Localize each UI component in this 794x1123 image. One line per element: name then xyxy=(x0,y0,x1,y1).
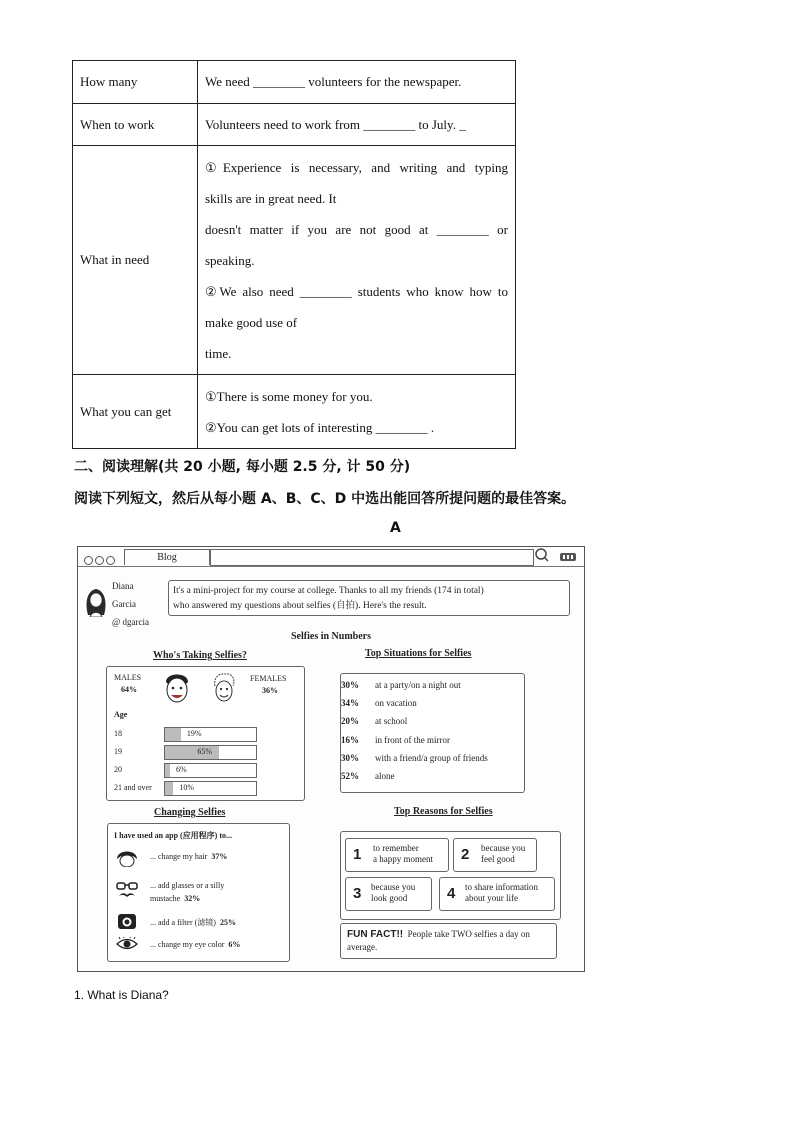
reason-card xyxy=(345,877,432,911)
reason-number: 4 xyxy=(447,885,456,902)
app-lead: I have used an app (应用程序) to... xyxy=(114,831,233,840)
changing-title: Changing Selfies xyxy=(154,807,226,818)
males-label: MALES xyxy=(114,673,142,682)
situation-pct: 30% xyxy=(341,680,359,690)
change-pct: 6% xyxy=(228,940,241,949)
table-row xyxy=(73,104,516,146)
situation-pct: 34% xyxy=(341,698,359,709)
blog-tab[interactable]: Blog xyxy=(124,549,210,565)
age-bar-fill xyxy=(165,728,181,741)
row-value xyxy=(198,104,516,146)
intro-box xyxy=(168,580,570,616)
row-line: ②We also need ________ students who know how to xyxy=(205,283,508,299)
search-icon[interactable] xyxy=(534,547,550,563)
intro-line: It's a mini-project for my course at college. Thanks to all my friends (174 in total) xyxy=(173,586,484,596)
answer-table xyxy=(72,60,516,449)
table-row xyxy=(73,61,516,104)
intro-line: who answered my questions about selfies (自拍). Here's the result. xyxy=(173,601,427,611)
row-line: doesn't matter if you are not good at ________ or xyxy=(205,221,508,237)
age-bar-fill xyxy=(165,764,170,777)
situation-row xyxy=(341,680,524,690)
fun-fact-text: People take TWO selfies a day on xyxy=(407,929,530,939)
females-label: FEMALES xyxy=(250,674,287,683)
situation-text: at a party/on a night out xyxy=(375,680,461,690)
reasons-title: Top Reasons for Selfies xyxy=(394,806,493,817)
passage-label: A xyxy=(390,520,401,536)
change-text: ... add glasses or a silly xyxy=(150,881,225,890)
blog-infographic xyxy=(77,546,585,972)
section-heading: 二、阅读理解(共 20 小题, 每小题 2.5 分, 计 50 分) xyxy=(74,459,411,475)
question-1: 1. What is Diana? xyxy=(74,988,169,1002)
author-last-name: Garcia xyxy=(112,599,136,609)
fun-fact-box xyxy=(340,923,557,959)
change-item xyxy=(150,879,224,905)
situation-pct: 30% xyxy=(341,752,359,763)
row-line: ②You can get lots of interesting ________ . xyxy=(205,419,435,435)
situations-box xyxy=(340,673,525,793)
who-title: Who's Taking Selfies? xyxy=(153,650,247,661)
age-bar-fill xyxy=(165,782,173,795)
address-bar[interactable] xyxy=(210,549,534,566)
males-pct: 64% xyxy=(121,685,137,694)
reason-text: about your life xyxy=(465,893,518,903)
eye-icon xyxy=(116,937,138,951)
reason-number: 3 xyxy=(353,885,362,902)
row-line: time. xyxy=(205,345,232,361)
age-label-2: 20 xyxy=(114,765,122,774)
row-line: ①There is some money for you. xyxy=(205,388,373,404)
fun-fact-label: FUN FACT!! xyxy=(347,929,404,940)
fun-fact-text: average. xyxy=(347,942,378,952)
reason-text: a happy moment xyxy=(373,854,433,864)
age-label-1: 19 xyxy=(114,747,122,756)
row-value xyxy=(198,146,516,375)
table-row xyxy=(73,146,516,375)
reason-card xyxy=(453,838,537,872)
reason-card xyxy=(345,838,449,872)
row-line: ①Experience is necessary, and writing and typing xyxy=(205,159,508,175)
window-controls xyxy=(84,552,115,570)
row-value xyxy=(198,61,516,104)
row-line: We need ________ volunteers for the newspaper. xyxy=(205,74,462,89)
row-key: How many xyxy=(73,61,198,104)
situation-row xyxy=(341,716,524,726)
row-line: skills are in great need. It xyxy=(205,190,337,206)
change-pct: 25% xyxy=(219,918,236,927)
situation-text: at school xyxy=(375,716,408,727)
row-key: When to work xyxy=(73,104,198,146)
situation-text: in front of the mirror xyxy=(375,734,450,745)
reason-number: 2 xyxy=(461,846,470,863)
change-text: ... add a filter (滤镜) xyxy=(150,918,216,927)
females-pct: 36% xyxy=(262,686,278,695)
situation-text: on vacation xyxy=(375,698,417,709)
window-dot-icon xyxy=(106,556,115,565)
age-bar xyxy=(164,781,257,796)
infographic-title: Selfies in Numbers xyxy=(291,631,371,642)
age-bar xyxy=(164,763,257,778)
table-row xyxy=(73,375,516,449)
situation-pct: 52% xyxy=(341,771,359,781)
author-avatar xyxy=(83,585,109,617)
divider xyxy=(78,566,584,567)
instruction: 阅读下列短文，然后从每小题 A、B、C、D 中选出能回答所提问题的最佳答案。 xyxy=(74,491,576,507)
change-text: mustache xyxy=(150,894,181,903)
age-label-0: 18 xyxy=(114,729,122,738)
situation-text: with a friend/a group of friends xyxy=(375,752,488,763)
glasses-mustache-icon xyxy=(116,881,138,899)
change-text: ... change my hair xyxy=(150,852,208,861)
reason-text: look good xyxy=(371,893,408,903)
change-pct: 32% xyxy=(184,894,201,903)
situation-row xyxy=(341,735,524,745)
reasons-box xyxy=(340,831,561,920)
author-first-name: Diana xyxy=(112,581,134,591)
row-line: speaking. xyxy=(205,252,255,268)
camera-filter-icon xyxy=(117,912,137,930)
age-bar-label: 10% xyxy=(179,783,195,792)
situation-pct: 20% xyxy=(341,716,359,727)
reason-text: to share information xyxy=(465,882,538,892)
window-dot-icon xyxy=(84,556,93,565)
menu-grid-icon[interactable] xyxy=(560,552,576,562)
situation-pct: 16% xyxy=(341,734,359,745)
situation-row xyxy=(341,771,524,781)
changing-box xyxy=(107,823,290,962)
reason-card xyxy=(439,877,555,911)
row-line: make good use of xyxy=(205,314,298,330)
row-line: Volunteers need to work from ________ to July. _ xyxy=(205,116,466,132)
hair-icon xyxy=(116,847,138,867)
row-key: What you can get xyxy=(73,375,198,449)
who-box xyxy=(106,666,305,801)
age-bar xyxy=(164,745,257,760)
reason-text: to remember xyxy=(373,843,419,853)
age-label: Age xyxy=(114,710,128,719)
change-item xyxy=(150,917,236,928)
change-pct: 37% xyxy=(211,852,228,861)
author-handle[interactable]: @ dgarcia xyxy=(112,617,150,627)
reason-text: because you xyxy=(371,882,416,892)
change-item xyxy=(150,940,240,949)
row-key: What in need xyxy=(73,146,198,375)
change-item xyxy=(150,852,227,861)
reason-text: feel good xyxy=(481,854,515,864)
situation-row xyxy=(341,753,524,763)
age-bar-label: 6% xyxy=(176,765,187,774)
reason-number: 1 xyxy=(353,846,362,863)
situation-row xyxy=(341,698,524,708)
age-bar xyxy=(164,727,257,742)
change-text: ... change my eye color xyxy=(150,940,225,949)
female-face-icon xyxy=(211,672,237,706)
male-face-icon xyxy=(163,670,191,706)
age-bar-label: 65% xyxy=(197,747,213,756)
situations-title: Top Situations for Selfies xyxy=(365,648,472,659)
age-label-3: 21 and over xyxy=(114,783,152,792)
age-bar-label: 19% xyxy=(186,729,202,738)
situation-text: alone xyxy=(375,771,395,781)
author-info xyxy=(112,577,149,631)
row-value xyxy=(198,375,516,449)
window-dot-icon xyxy=(95,556,104,565)
reason-text: because you xyxy=(481,843,526,853)
